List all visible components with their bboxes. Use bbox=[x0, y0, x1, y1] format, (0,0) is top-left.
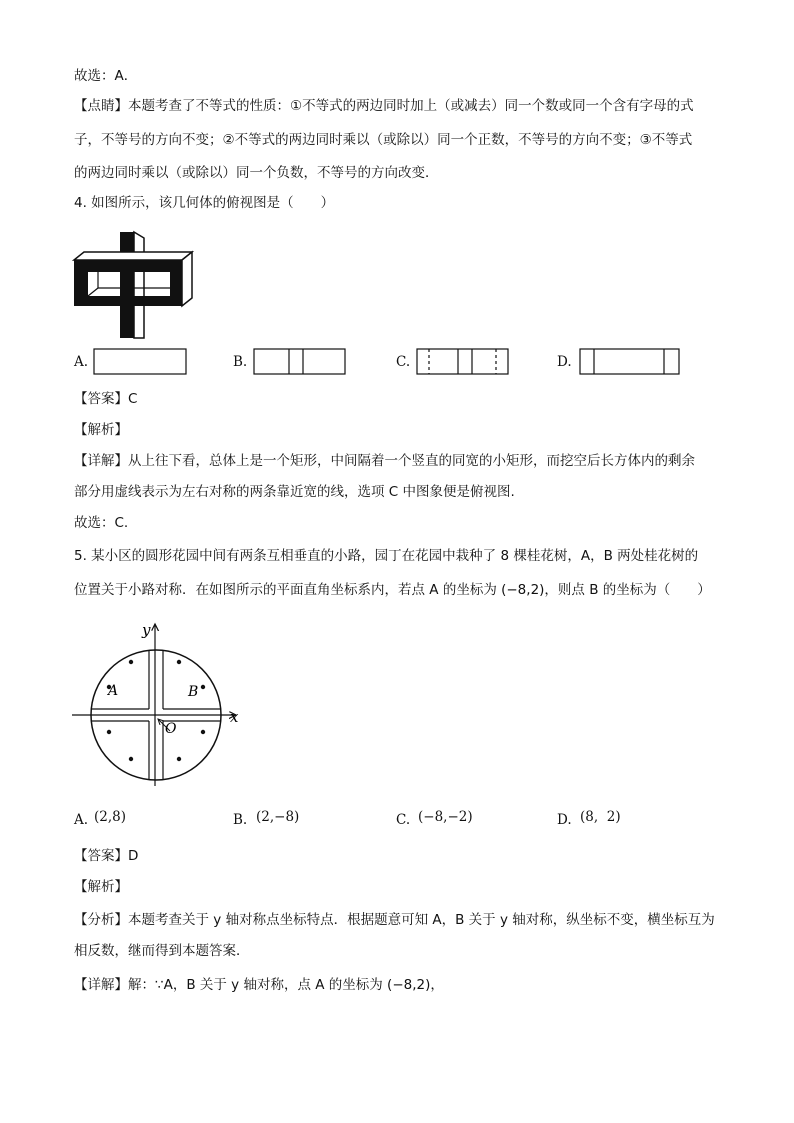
remark-line-2: 子，不等号的方向不变；②不等式的两边同时乘以（或除以）同一个正数，不等号的方向不变；③不等式 bbox=[74, 132, 693, 148]
q5-option-d-label: D. bbox=[557, 812, 572, 828]
answer-5: 【答案】D bbox=[74, 848, 139, 864]
q4-option-c-label: C. bbox=[396, 354, 411, 370]
q4-option-a-figure bbox=[93, 348, 189, 376]
q5-option-d-value: (8, 2) bbox=[580, 809, 621, 825]
question-4: 4. 如图所示，该几何体的俯视图是（ ） bbox=[74, 195, 335, 211]
point-b-label: B bbox=[188, 684, 199, 700]
q4-option-b-figure bbox=[253, 348, 347, 376]
q5-option-a-label: A. bbox=[74, 812, 89, 828]
q5-option-c-value: (−8,−2) bbox=[418, 809, 473, 825]
q5-option-a-value: (2,8) bbox=[94, 809, 127, 825]
analysis-heading-4: 【解析】 bbox=[74, 422, 128, 438]
question-5-line-1: 5. 某小区的圆形花园中间有两条互相垂直的小路，园丁在花园中栽种了 8 棵桂花树，A，B 两处桂花树的 bbox=[74, 548, 699, 564]
detail-5: 【详解】解：∵A，B 关于 y 轴对称，点 A 的坐标为 (−8,2)， bbox=[74, 977, 444, 993]
q4-option-d-figure bbox=[579, 348, 681, 376]
remark-line-1: 【点睛】本题考查了不等式的性质：①不等式的两边同时加上（或减去）同一个数或同一个含有字母的式 bbox=[74, 98, 694, 114]
q4-solid-figure bbox=[72, 230, 196, 342]
conclusion-q4: 故选：C. bbox=[74, 515, 129, 531]
analysis-5-line-1: 【分析】本题考查关于 y 轴对称点坐标特点．根据题意可知 A，B 关于 y 轴对称，纵坐标不变，横坐标互为 bbox=[74, 912, 715, 928]
question-5-line-2: 位置关于小路对称．在如图所示的平面直角坐标系内，若点 A 的坐标为 (−8,2)，则点 B 的坐标为（ ） bbox=[74, 582, 711, 598]
origin-label: O bbox=[165, 721, 177, 737]
q5-option-b-label: B. bbox=[233, 812, 248, 828]
conclusion-q3: 故选：A． bbox=[74, 68, 138, 84]
analysis-5-line-2: 相反数，继而得到本题答案． bbox=[74, 943, 250, 959]
analysis-heading-5: 【解析】 bbox=[74, 879, 128, 895]
q5-option-c-label: C. bbox=[396, 812, 411, 828]
y-axis-label: y bbox=[142, 621, 151, 639]
q5-option-b-value: (2,−8) bbox=[256, 809, 300, 825]
q5-garden-figure bbox=[66, 618, 256, 788]
detail-4-line-2: 部分用虚线表示为左右对称的两条靠近宽的线，选项 C 中图象便是俯视图. bbox=[74, 484, 515, 500]
q4-option-d-label: D. bbox=[557, 354, 572, 370]
answer-4: 【答案】C bbox=[74, 391, 138, 407]
x-axis-label: x bbox=[230, 708, 239, 726]
remark-line-3: 的两边同时乘以（或除以）同一个负数，不等号的方向改变． bbox=[74, 165, 439, 181]
point-a-label: A bbox=[108, 683, 119, 699]
detail-4-line-1: 【详解】从上往下看，总体上是一个矩形，中间隔着一个竖直的同宽的小矩形，而挖空后长方体内的剩余 bbox=[74, 453, 695, 469]
q4-option-a-label: A. bbox=[74, 354, 89, 370]
q4-option-b-label: B. bbox=[233, 354, 248, 370]
q4-option-c-figure bbox=[416, 348, 510, 376]
